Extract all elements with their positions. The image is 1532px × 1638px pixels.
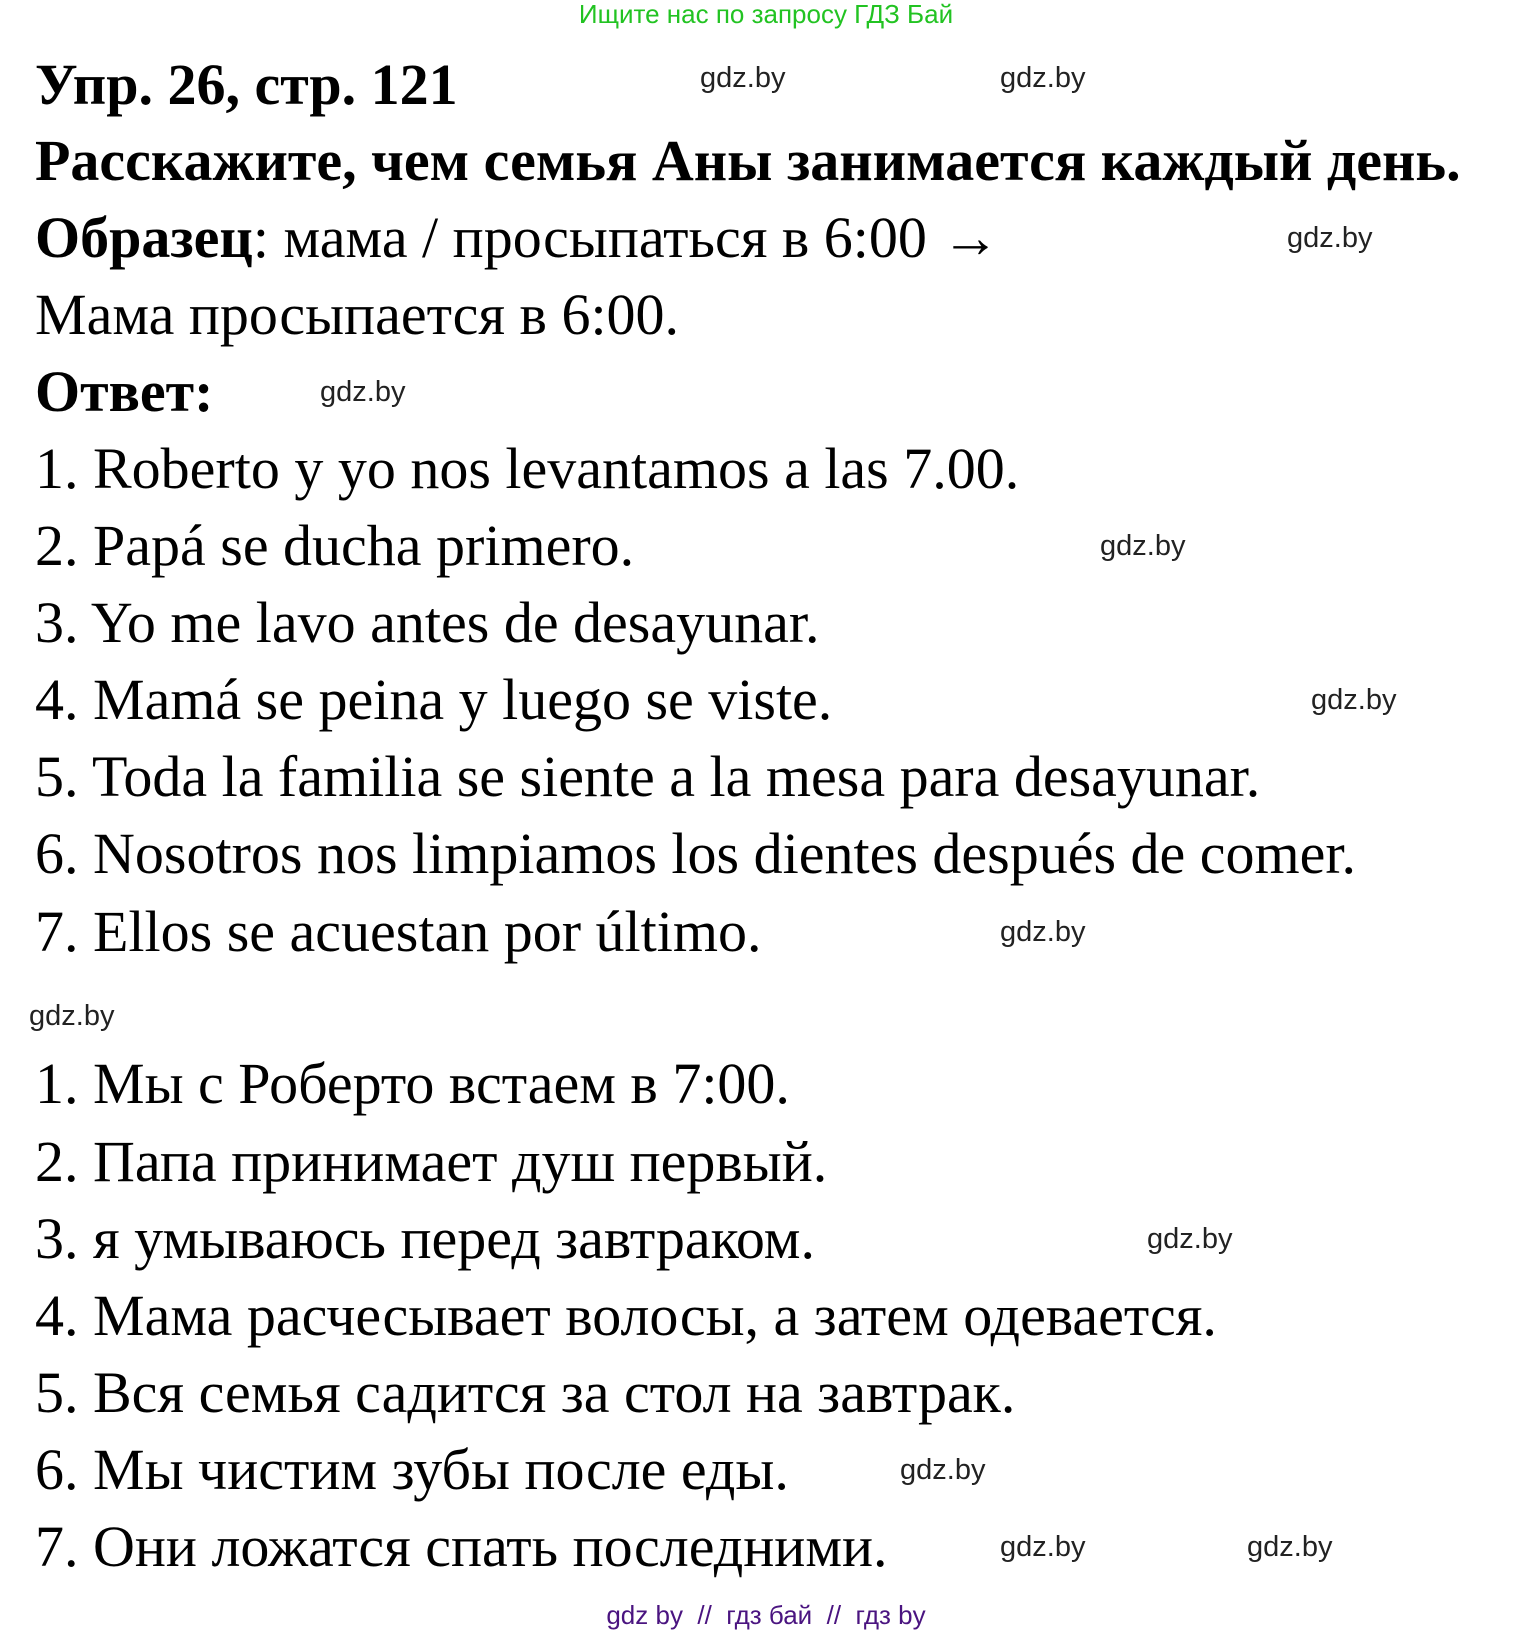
watermark: gdz.by [700,62,786,94]
russian-line: 7. Они ложатся спать последними. [35,1514,888,1579]
spanish-line: 5. Toda la familia se siente a la mesa para desayunar. [35,744,1261,809]
spanish-line: 2. Papá se ducha primero. [35,513,635,578]
russian-line: 3. я умываюсь перед завтраком. [35,1206,815,1271]
task-text: Расскажите, чем семья Аны занимается каждый день. [35,128,1461,193]
spanish-line: 3. Yo me lavo antes de desayunar. [35,590,820,655]
spanish-line: 7. Ellos se acuestan por último. [35,899,762,964]
watermark: gdz.by [900,1454,986,1486]
watermark: gdz.by [1100,530,1186,562]
russian-line: 1. Мы с Роберто встаем в 7:00. [35,1051,790,1116]
spanish-line: 4. Mamá se peina y luego se viste. [35,667,833,732]
exercise-title: Упр. 26, стр. 121 [35,52,458,117]
watermark: gdz.by [1000,1531,1086,1563]
watermark: gdz.by [1287,222,1373,254]
watermark: gdz.by [1147,1223,1233,1255]
watermark: gdz.by [29,1000,115,1032]
example-line [35,206,999,270]
russian-line: 6. Мы чистим зубы после еды. [35,1437,789,1502]
watermark: gdz.by [1000,62,1086,94]
watermark: gdz.by [320,376,406,408]
spanish-line: 1. Roberto y yo nos levantamos a las 7.00. [35,436,1020,501]
answer-label: Ответ: [35,359,214,424]
footer-links: gdz by // гдз бай // гдз by [606,1600,926,1630]
spanish-line: 6. Nosotros nos limpiamos los dientes después de comer. [35,821,1356,886]
russian-line: 2. Папа принимает душ первый. [35,1129,828,1194]
search-hint-banner: Ищите нас по запросу ГДЗ Бай [578,0,954,29]
example-result: Мама просыпается в 6:00. [35,282,680,347]
watermark: gdz.by [1247,1531,1333,1563]
watermark: gdz.by [1000,916,1086,948]
russian-line: 5. Вся семья садится за стол на завтрак. [35,1360,1016,1425]
russian-line: 4. Мама расчесывает волосы, а затем одевается. [35,1283,1217,1348]
example-text: : мама / просыпаться в 6:00 → [252,205,1000,270]
watermark: gdz.by [1311,684,1397,716]
example-label: Образец [35,205,253,270]
